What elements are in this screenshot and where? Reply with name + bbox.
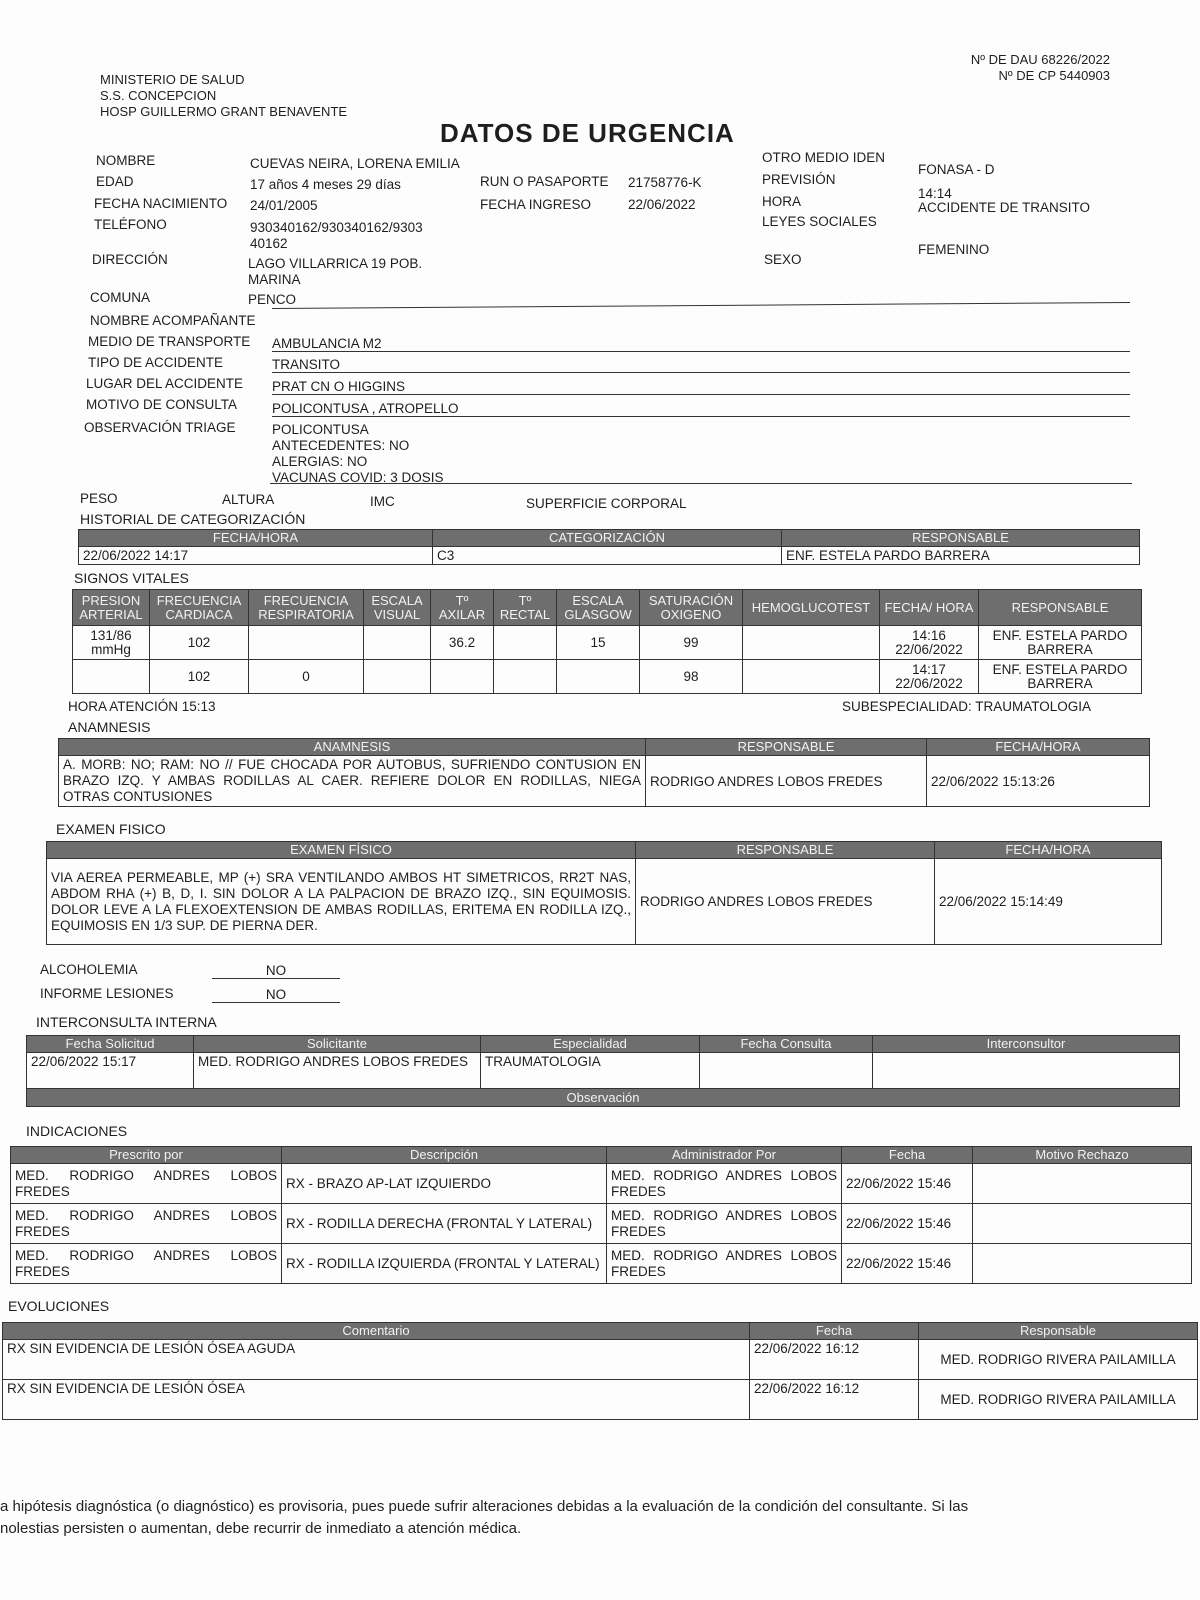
obs-line: ANTECEDENTES: NO (272, 438, 410, 453)
ind-fecha: 22/06/2022 15:46 (842, 1164, 973, 1204)
ind-administrador: MED. RODRIGO ANDRES LOBOS FREDES (607, 1204, 842, 1244)
exam-header: EXAMEN FÍSICO (47, 842, 636, 859)
telefono-value-2: 40162 (250, 236, 288, 251)
disclaimer-line-1: a hipótesis diagnóstica (o diagnóstico) es provisoria, pues puede sufrir alteraciones debidas a la evaluación de la condición del consultante. Si las (0, 1498, 969, 1515)
evo-comentario: RX SIN EVIDENCIA DE LESIÓN ÓSEA AGUDA (3, 1340, 750, 1380)
sv-header: FRECUENCIA CARDIACA (150, 590, 249, 626)
examen-text: VIA AEREA PERMEABLE, MP (+) SRA VENTILANDO AMBOS HT SIMETRICOS, RR2T NAS, ABDOM RHA (+) B, D, I. SIN DOLOR A LA PALPACION DE BRAZO IZQ., SIN EQUIMOSIS. DOLOR LEVE A LA FLEXOEXTENSION DE AMBAS RODILLAS, ERITEMA EN RODILLA IZQ., EQUIMOSIS EN 1/3 SUP. DE PIERNA DER. (47, 859, 636, 945)
ind-header: Motivo Rechazo (973, 1147, 1192, 1164)
page-title: DATOS DE URGENCIA (440, 118, 735, 148)
anam-header: ANAMNESIS (59, 739, 646, 756)
ind-header: Administrador Por (607, 1147, 842, 1164)
dau-block (930, 52, 1110, 84)
dau-number: Nº DE DAU 68226/2022 (970, 52, 1110, 67)
disclaimer-line-2: nolestias persisten o aumentan, debe recurrir de inmediato a atención médica. (0, 1520, 522, 1537)
cat-responsable: ENF. ESTELA PARDO BARRERA (782, 547, 1140, 565)
evo-fecha: 22/06/2022 16:12 (750, 1380, 919, 1420)
direccion-label: DIRECCIÓN (92, 252, 168, 267)
telefono-label: TELÉFONO (94, 217, 167, 232)
cat-header-categorizacion: CATEGORIZACIÓN (433, 530, 782, 547)
evo-header: Fecha (750, 1323, 919, 1340)
sv-header: Tº RECTAL (494, 590, 557, 626)
sv-header: FRECUENCIA RESPIRATORIA (249, 590, 364, 626)
institution-block (100, 72, 347, 120)
sv-cell (494, 626, 557, 660)
nombre-label: NOMBRE (96, 153, 156, 168)
obs-line: POLICONTUSA (272, 422, 369, 437)
ind-administrador: MED. RODRIGO ANDRES LOBOS FREDES (607, 1164, 842, 1204)
comuna-label: COMUNA (90, 290, 150, 305)
anam-header: FECHA/HORA (927, 739, 1150, 756)
evo-comentario: RX SIN EVIDENCIA DE LESIÓN ÓSEA (3, 1380, 750, 1420)
acompanante-label: NOMBRE ACOMPAÑANTE (90, 313, 256, 328)
sv-header: ESCALA VISUAL (364, 590, 431, 626)
edad-value: 17 años 4 meses 29 días (250, 177, 401, 192)
leyes-value: ACCIDENTE DE TRANSITO (918, 200, 1091, 215)
sv-cell (494, 660, 557, 694)
hora-atencion: HORA ATENCIÓN 15:13 (68, 699, 216, 714)
sv-cell: 0 (249, 660, 364, 694)
tipo-value: TRANSITO (272, 357, 1130, 373)
obs-line: VACUNAS COVID: 3 DOSIS (272, 470, 444, 485)
evoluciones-section-title: EVOLUCIONES (8, 1298, 110, 1314)
sexo-label: SEXO (764, 252, 802, 267)
indicaciones-section-title: INDICACIONES (26, 1123, 128, 1139)
examen-section-title: EXAMEN FISICO (56, 821, 166, 837)
altura-label: ALTURA (222, 492, 275, 507)
ic-header: Solicitante (194, 1036, 481, 1053)
sv-cell: 14:17 22/06/2022 (880, 660, 979, 694)
evo-fecha: 22/06/2022 16:12 (750, 1340, 919, 1380)
sv-header: HEMOGLUCOTEST (743, 590, 880, 626)
ind-header: Fecha (842, 1147, 973, 1164)
sv-header: FECHA/ HORA (880, 590, 979, 626)
sv-cell: 14:16 22/06/2022 (880, 626, 979, 660)
ind-motivo (973, 1164, 1192, 1204)
informe-value: NO (212, 987, 340, 1003)
informe-label: INFORME LESIONES (40, 986, 174, 1001)
ind-prescrito: MED. RODRIGO ANDRES LOBOS FREDES (11, 1164, 282, 1204)
ind-motivo (973, 1204, 1192, 1244)
ic-header: Fecha Solicitud (27, 1036, 194, 1053)
signos-section-title: SIGNOS VITALES (74, 570, 189, 586)
sv-cell: 15 (557, 626, 640, 660)
sv-header: Tº AXILAR (431, 590, 494, 626)
ind-prescrito: MED. RODRIGO ANDRES LOBOS FREDES (11, 1244, 282, 1284)
observacion-label: OBSERVACIÓN TRIAGE (84, 420, 236, 435)
evo-responsable: MED. RODRIGO RIVERA PAILAMILLA (919, 1380, 1198, 1420)
ministry-line: MINISTERIO DE SALUD (100, 72, 245, 87)
subespecialidad: SUBESPECIALIDAD: TRAUMATOLOGIA (842, 699, 1092, 714)
prevision-label: PREVISIÓN (762, 172, 836, 187)
ind-motivo (973, 1244, 1192, 1284)
observacion-line (270, 483, 1132, 484)
nombre-value: CUEVAS NEIRA, LORENA EMILIA (250, 156, 460, 171)
ind-header: Prescrito por (11, 1147, 282, 1164)
ind-prescrito: MED. RODRIGO ANDRES LOBOS FREDES (11, 1204, 282, 1244)
anamnesis-text: A. MORB: NO; RAM: NO // FUE CHOCADA POR AUTOBUS, SUFRIENDO CONTUSION EN BRAZO IZQ. Y AMBAS RODILLAS AL CAER. REFIERE DOLOR EN RODILLAS, NIEGA OTRAS CONTUSIONES (59, 756, 646, 807)
sv-header: SATURACIÓN OXIGENO (640, 590, 743, 626)
hospital-line: HOSP GUILLERMO GRANT BENAVENTE (100, 104, 348, 119)
ic-fecha-consulta (700, 1053, 873, 1089)
ind-descripcion: RX - BRAZO AP-LAT IZQUIERDO (282, 1164, 607, 1204)
service-line: S.S. CONCEPCION (100, 88, 217, 103)
sv-cell (364, 626, 431, 660)
cat-fecha: 22/06/2022 14:17 (79, 547, 433, 565)
hora-label: HORA (762, 194, 802, 209)
fingreso-value: 22/06/2022 (628, 197, 696, 212)
indicaciones-table (10, 1146, 1192, 1284)
tipo-label: TIPO DE ACCIDENTE (88, 355, 224, 370)
ind-header: Descripción (282, 1147, 607, 1164)
hora-value: 14:14 (918, 186, 952, 201)
anamnesis-fecha: 22/06/2022 15:13:26 (927, 756, 1150, 807)
comuna-value: PENCO (248, 292, 297, 307)
fnac-label: FECHA NACIMIENTO (94, 196, 228, 211)
sv-header: PRESION ARTERIAL (73, 590, 150, 626)
categorizacion-section-title: HISTORIAL DE CATEGORIZACIÓN (80, 511, 306, 527)
anamnesis-responsable: RODRIGO ANDRES LOBOS FREDES (646, 756, 927, 807)
ic-especialidad: TRAUMATOLOGIA (481, 1053, 700, 1089)
ic-header: Fecha Consulta (700, 1036, 873, 1053)
examen-responsable: RODRIGO ANDRES LOBOS FREDES (636, 859, 935, 945)
ic-fecha: 22/06/2022 15:17 (27, 1053, 194, 1089)
anamnesis-section-title: ANAMNESIS (68, 719, 151, 735)
lugar-value: PRAT CN O HIGGINS (272, 379, 1130, 395)
ic-header: Interconsultor (873, 1036, 1180, 1053)
cat-header-fecha: FECHA/HORA (79, 530, 433, 547)
evo-header: Responsable (919, 1323, 1198, 1340)
sv-cell (743, 626, 880, 660)
sv-cell: 102 (150, 660, 249, 694)
cp-number: Nº DE CP 5440903 (998, 68, 1110, 83)
sv-header: RESPONSABLE (979, 590, 1142, 626)
ic-solicitante: MED. RODRIGO ANDRES LOBOS FREDES (194, 1053, 481, 1089)
ind-administrador: MED. RODRIGO ANDRES LOBOS FREDES (607, 1244, 842, 1284)
sv-cell: 99 (640, 626, 743, 660)
transporte-label: MEDIO DE TRANSPORTE (88, 334, 251, 349)
transporte-value: AMBULANCIA M2 (272, 336, 1130, 352)
alcoholemia-label: ALCOHOLEMIA (40, 962, 138, 977)
run-value: 21758776-K (628, 175, 702, 190)
examen-fecha: 22/06/2022 15:14:49 (935, 859, 1162, 945)
prevision-value: FONASA - D (918, 162, 995, 177)
signos-table (72, 589, 1142, 694)
sv-cell: 102 (150, 626, 249, 660)
sv-cell: 131/86 mmHg (73, 626, 150, 660)
sv-cell: ENF. ESTELA PARDO BARRERA (979, 660, 1142, 694)
sv-cell: ENF. ESTELA PARDO BARRERA (979, 626, 1142, 660)
imc-label: IMC (370, 494, 395, 509)
ind-fecha: 22/06/2022 15:46 (842, 1244, 973, 1284)
fingreso-label: FECHA INGRESO (480, 197, 592, 212)
ic-interconsultor (873, 1053, 1180, 1089)
obs-line: ALERGIAS: NO (272, 454, 368, 469)
ic-header: Especialidad (481, 1036, 700, 1053)
sv-cell (743, 660, 880, 694)
interconsulta-section-title: INTERCONSULTA INTERNA (36, 1014, 217, 1030)
direccion-value-2: MARINA (248, 272, 301, 287)
sv-cell (364, 660, 431, 694)
sexo-value: FEMENINO (918, 242, 990, 257)
evo-header: Comentario (3, 1323, 750, 1340)
motivo-value: POLICONTUSA , ATROPELLO (272, 401, 1130, 417)
motivo-label: MOTIVO DE CONSULTA (86, 397, 238, 412)
sv-cell: 98 (640, 660, 743, 694)
edad-label: EDAD (96, 174, 134, 189)
cat-categoria: C3 (433, 547, 782, 565)
ind-descripcion: RX - RODILLA IZQUIERDA (FRONTAL Y LATERAL) (282, 1244, 607, 1284)
ind-fecha: 22/06/2022 15:46 (842, 1204, 973, 1244)
sv-cell (431, 660, 494, 694)
anamnesis-table (58, 738, 1150, 807)
exam-header: FECHA/HORA (935, 842, 1162, 859)
exam-header: RESPONSABLE (636, 842, 935, 859)
sv-header: ESCALA GLASGOW (557, 590, 640, 626)
examen-table (46, 841, 1162, 945)
interconsulta-table (26, 1035, 1180, 1107)
lugar-label: LUGAR DEL ACCIDENTE (86, 376, 244, 391)
fnac-value: 24/01/2005 (250, 198, 318, 213)
categorizacion-table (78, 529, 1140, 565)
leyes-label: LEYES SOCIALES (762, 214, 877, 229)
anam-header: RESPONSABLE (646, 739, 927, 756)
sv-cell (73, 660, 150, 694)
observacion-block (272, 422, 444, 486)
cat-header-responsable: RESPONSABLE (782, 530, 1140, 547)
sv-cell (557, 660, 640, 694)
sv-cell (249, 626, 364, 660)
peso-label: PESO (80, 491, 118, 506)
superficie-label: SUPERFICIE CORPORAL (526, 496, 687, 511)
alcoholemia-value: NO (212, 963, 340, 979)
telefono-value-1: 930340162/930340162/9303 (250, 220, 423, 235)
sv-cell: 36.2 (431, 626, 494, 660)
direccion-value-1: LAGO VILLARRICA 19 POB. (248, 256, 423, 271)
evo-responsable: MED. RODRIGO RIVERA PAILAMILLA (919, 1340, 1198, 1380)
run-label: RUN O PASAPORTE (480, 174, 609, 189)
acompanante-line (272, 302, 1130, 309)
otro-medio-label: OTRO MEDIO IDEN (762, 150, 886, 165)
evoluciones-table (2, 1322, 1198, 1420)
ic-observacion-header: Observación (27, 1089, 1180, 1107)
ind-descripcion: RX - RODILLA DERECHA (FRONTAL Y LATERAL) (282, 1204, 607, 1244)
